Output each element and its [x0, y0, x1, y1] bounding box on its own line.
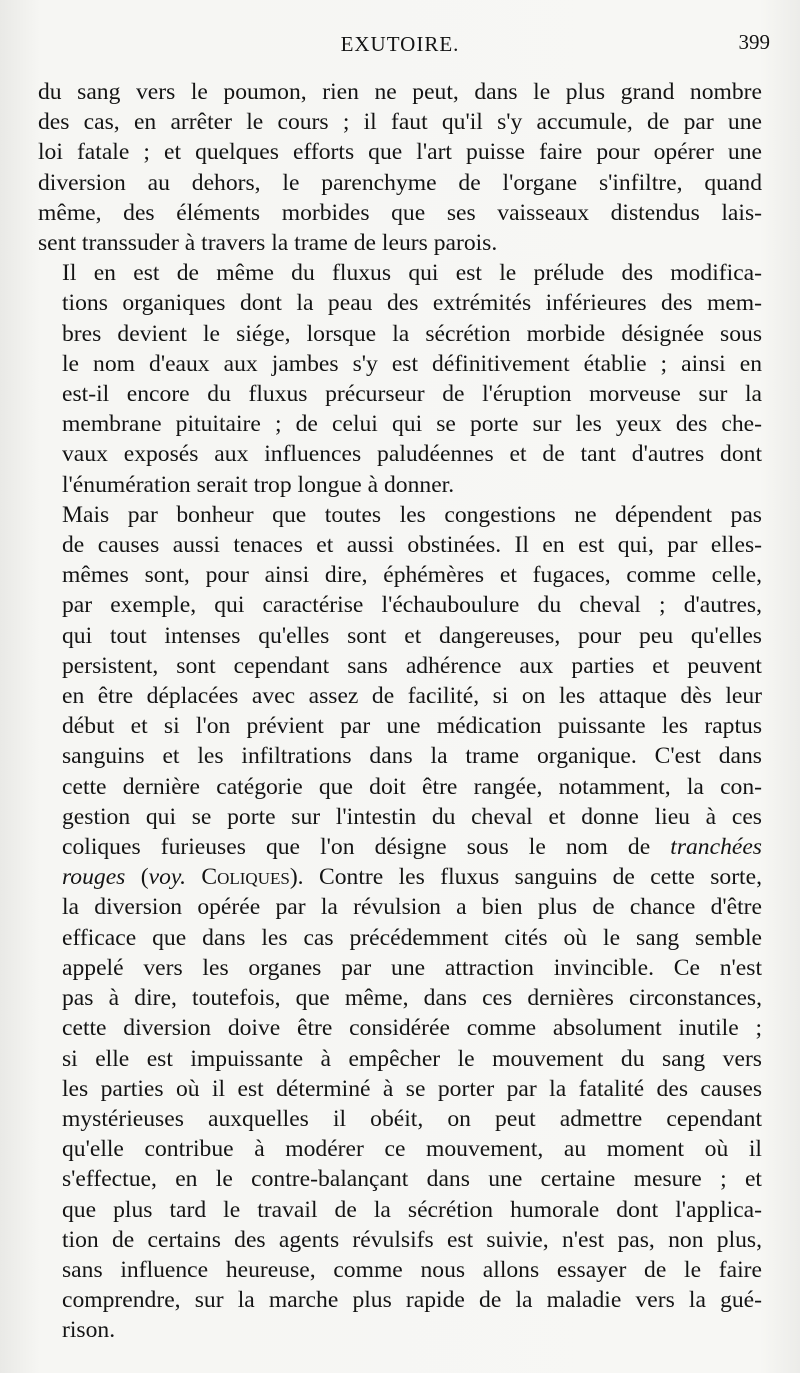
body-text: [38, 77, 762, 1346]
text-line: s'effectue, en le contre-balançant dans une certaine mesure ; et: [62, 1166, 762, 1193]
text-line: bres devient le siége, lorsque la sécrétion morbide désignée sous: [62, 320, 762, 347]
text-line: coliques furieuses que l'on désigne sous le nom de tranchées: [62, 834, 762, 861]
text-line: du sang vers le poumon, rien ne peut, dans le plus grand nombre: [38, 79, 762, 105]
text-line: si elle est impuissante à empêcher le mouvement du sang vers: [62, 1045, 762, 1072]
text-line: loi fatale ; et quelques efforts que l'art puisse faire pour opérer une: [38, 139, 762, 166]
paragraph-2: [38, 258, 762, 500]
text-line: Mais par bonheur que toutes les congestions ne dépendent pas: [62, 501, 762, 528]
text-line: de causes aussi tenaces et aussi obstinées. Il en est qui, par elles-: [62, 532, 762, 559]
text-line: membrane pituitaire ; de celui qui se porte sur les yeux des che-: [62, 411, 762, 438]
text-line: appelé vers les organes par une attraction invincible. Ce n'est: [62, 954, 762, 981]
text-line: rouges (voy. Coliques). Contre les fluxus sanguins de cette sorte,: [62, 864, 762, 891]
text-line: qu'elle contribue à modérer ce mouvement, au moment où il: [62, 1136, 762, 1163]
text-line: comprendre, sur la marche plus rapide de la maladie vers la gué-: [62, 1287, 762, 1314]
text-line: par exemple, qui caractérise l'échauboulure du cheval ; d'autres,: [62, 592, 762, 619]
text-line: des cas, en arrêter le cours ; il faut qu'il s'y accumule, de par une: [38, 109, 762, 136]
text-line: diversion au dehors, le parenchyme de l'organe s'infiltre, quand: [38, 169, 762, 196]
text-line: tion de certains des agents révulsifs est suivie, n'est pas, non plus,: [62, 1226, 762, 1253]
text-line: sans influence heureuse, comme nous allons essayer de le faire: [62, 1256, 762, 1283]
text-line: sanguins et les infiltrations dans la trame organique. C'est dans: [62, 743, 762, 770]
text-line: mystérieuses auxquelles il obéit, on peut admettre cependant: [62, 1105, 762, 1132]
text-line: Il en est de même du fluxus qui est le prélude des modifica-: [62, 260, 762, 287]
text-line: l'énumération serait trop longue à donner.: [62, 471, 455, 498]
text-line: le nom d'eaux aux jambes s'y est définitivement établie ; ainsi en: [62, 350, 762, 377]
running-title: EXUTOIRE.: [340, 32, 460, 56]
text-line: en être déplacées avec assez de facilité, si on les attaque dès leur: [62, 683, 762, 710]
text-line: mêmes sont, pour ainsi dire, éphémères et fugaces, comme celle,: [62, 562, 762, 589]
text-line: rison.: [62, 1317, 116, 1344]
text-line: les parties où il est déterminé à se porter par la fatalité des causes: [62, 1075, 762, 1102]
text-line: que plus tard le travail de la sécrétion humorale dont l'applica-: [62, 1196, 762, 1223]
text-line: début et si l'on prévient par une médication puissante les raptus: [62, 713, 762, 740]
text-line: gestion qui se porte sur l'intestin du cheval et donne lieu à ces: [62, 803, 762, 830]
text-line: efficace que dans les cas précédemment cités où le sang semble: [62, 924, 762, 951]
page-number: 399: [738, 30, 770, 54]
text-line: persistent, sont cependant sans adhérence aux parties et peuvent: [62, 652, 762, 679]
text-line: pas à dire, toutefois, que même, dans ces dernières circonstances,: [62, 985, 762, 1012]
paragraph-3: [38, 500, 762, 1346]
text-line: même, des éléments morbides que ses vaisseaux distendus lais-: [38, 199, 762, 226]
text-line: qui tout intenses qu'elles sont et dangereuses, pour peu qu'elles: [62, 622, 762, 649]
text-line: cette dernière catégorie que doit être rangée, notamment, la con-: [62, 773, 762, 800]
text-line: cette diversion doive être considérée comme absolument inutile ;: [62, 1015, 762, 1042]
paragraph-1: [38, 77, 762, 258]
text-line: tions organiques dont la peau des extrémités inférieures des mem-: [62, 290, 762, 317]
text-line: sent transsuder à travers la trame de leurs parois.: [38, 230, 498, 257]
page-header: [40, 30, 770, 60]
text-line: vaux exposés aux influences paludéennes et de tant d'autres dont: [62, 441, 762, 468]
text-line: la diversion opérée par la révulsion a bien plus de chance d'être: [62, 894, 762, 921]
text-line: est-il encore du fluxus précurseur de l'éruption morveuse sur la: [62, 381, 762, 408]
